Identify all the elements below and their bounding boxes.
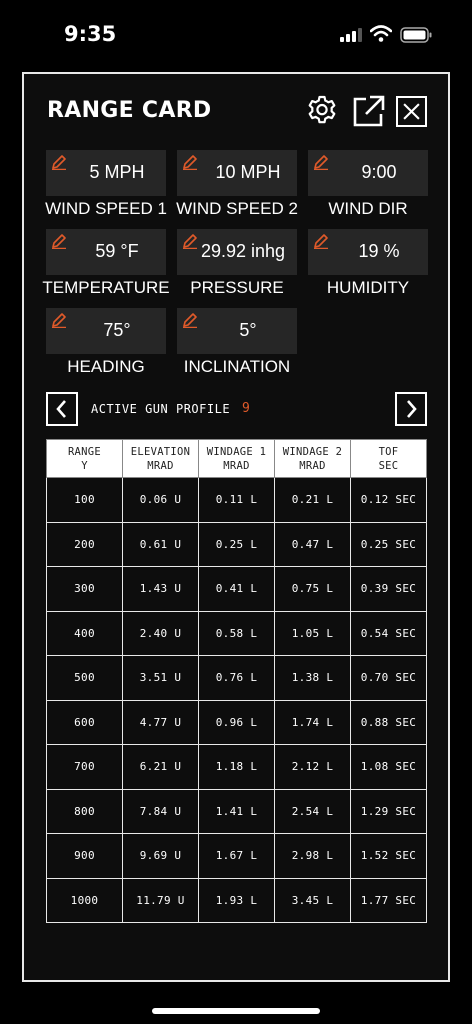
range-cell: 1000	[47, 878, 123, 923]
wind-speed-1-field[interactable]	[46, 150, 166, 196]
page-title: RANGE CARD	[47, 98, 212, 123]
windage-2-cell: 2.12 L	[275, 745, 351, 790]
header-title: RANGE	[67, 445, 102, 458]
signal-icon	[340, 28, 362, 42]
windage-1-cell: 0.58 L	[199, 611, 275, 656]
col-header-tof	[351, 440, 427, 478]
close-icon[interactable]	[396, 96, 427, 127]
table-row	[47, 522, 427, 567]
tof-cell: 0.70 SEC	[351, 656, 427, 701]
elevation-cell: 4.77 U	[123, 700, 199, 745]
pressure-field[interactable]	[177, 229, 297, 275]
tof-cell: 0.25 SEC	[351, 522, 427, 567]
temperature-field[interactable]	[46, 229, 166, 275]
chevron-left-icon	[48, 394, 76, 424]
col-header-range	[47, 440, 123, 478]
pencil-icon	[313, 233, 329, 249]
header-unit: MRAD	[147, 459, 174, 472]
pencil-icon	[51, 233, 67, 249]
wind-dir-value: 9:00	[361, 162, 397, 182]
col-header-windage-2	[275, 440, 351, 478]
tof-cell: 0.39 SEC	[351, 567, 427, 612]
range-cell: 200	[47, 522, 123, 567]
active-gun-profile-label: ACTIVE GUN PROFILE	[91, 402, 231, 416]
range-cell: 600	[47, 700, 123, 745]
windage-2-cell: 1.38 L	[275, 656, 351, 701]
header-title: TOF	[378, 445, 399, 458]
table-header-row	[47, 440, 427, 478]
elevation-cell: 11.79 U	[123, 878, 199, 923]
header-title: ELEVATION	[130, 445, 191, 458]
windage-2-cell: 0.47 L	[275, 522, 351, 567]
windage-1-cell: 0.11 L	[199, 478, 275, 523]
windage-1-cell: 0.41 L	[199, 567, 275, 612]
range-cell: 500	[47, 656, 123, 701]
wind-dir-field[interactable]	[308, 150, 428, 196]
active-gun-profile-number: 9	[242, 401, 250, 416]
wifi-icon	[370, 25, 392, 42]
humidity-field[interactable]	[308, 229, 428, 275]
elevation-cell: 0.61 U	[123, 522, 199, 567]
header-title: WINDAGE 1	[206, 445, 267, 458]
chevron-right-icon	[397, 394, 425, 424]
heading-field[interactable]	[46, 308, 166, 354]
range-cell: 800	[47, 789, 123, 834]
windage-1-cell: 0.96 L	[199, 700, 275, 745]
windage-2-cell: 1.05 L	[275, 611, 351, 656]
tof-cell: 1.77 SEC	[351, 878, 427, 923]
inclination-label: INCLINATION	[183, 357, 291, 376]
pressure-label: PRESSURE	[190, 278, 284, 297]
tof-cell: 0.54 SEC	[351, 611, 427, 656]
battery-icon	[400, 27, 432, 43]
elevation-cell: 9.69 U	[123, 834, 199, 879]
gear-icon[interactable]	[305, 94, 339, 128]
wind-dir-label: WIND DIR	[328, 199, 408, 218]
inclination-field[interactable]	[177, 308, 297, 354]
heading-label: HEADING	[67, 357, 145, 376]
windage-1-cell: 1.67 L	[199, 834, 275, 879]
windage-2-cell: 1.74 L	[275, 700, 351, 745]
tof-cell: 0.88 SEC	[351, 700, 427, 745]
table-body	[47, 478, 427, 923]
elevation-cell: 0.06 U	[123, 478, 199, 523]
temperature-label: TEMPERATURE	[42, 278, 170, 297]
header-unit: Y	[81, 459, 88, 472]
range-cell: 100	[47, 478, 123, 523]
windage-1-cell: 1.93 L	[199, 878, 275, 923]
col-header-windage-1	[199, 440, 275, 478]
table-row	[47, 478, 427, 523]
header-unit: MRAD	[299, 459, 326, 472]
pressure-value: 29.92 inhg	[200, 241, 286, 261]
pencil-icon	[51, 154, 67, 170]
table-row	[47, 700, 427, 745]
status-bar	[0, 0, 472, 60]
windage-1-cell: 0.25 L	[199, 522, 275, 567]
table-row	[47, 611, 427, 656]
windage-2-cell: 0.75 L	[275, 567, 351, 612]
range-card-panel	[22, 72, 450, 982]
heading-value: 75°	[103, 320, 131, 340]
windage-1-cell: 1.18 L	[199, 745, 275, 790]
table-row	[47, 834, 427, 879]
windage-2-cell: 0.21 L	[275, 478, 351, 523]
windage-1-cell: 1.41 L	[199, 789, 275, 834]
tof-cell: 1.52 SEC	[351, 834, 427, 879]
tof-cell: 1.29 SEC	[351, 789, 427, 834]
temperature-value: 59 °F	[95, 241, 139, 261]
wind-speed-2-label: WIND SPEED 2	[176, 199, 298, 218]
pencil-icon	[51, 312, 67, 328]
pencil-icon	[313, 154, 329, 170]
next-profile-button[interactable]	[395, 392, 427, 426]
table-row	[47, 878, 427, 923]
range-table	[46, 439, 427, 923]
tof-cell: 1.08 SEC	[351, 745, 427, 790]
windage-2-cell: 3.45 L	[275, 878, 351, 923]
pencil-icon	[182, 312, 198, 328]
share-icon[interactable]	[352, 94, 386, 128]
elevation-cell: 7.84 U	[123, 789, 199, 834]
wind-speed-1-label: WIND SPEED 1	[45, 199, 167, 218]
elevation-cell: 6.21 U	[123, 745, 199, 790]
table-row	[47, 656, 427, 701]
elevation-cell: 1.43 U	[123, 567, 199, 612]
windage-1-cell: 0.76 L	[199, 656, 275, 701]
table-row	[47, 745, 427, 790]
wind-speed-2-field[interactable]	[177, 150, 297, 196]
header-unit: SEC	[378, 459, 399, 472]
wind-speed-2-value: 10 MPH	[215, 162, 281, 182]
range-cell: 900	[47, 834, 123, 879]
windage-2-cell: 2.98 L	[275, 834, 351, 879]
pencil-icon	[182, 154, 198, 170]
home-indicator[interactable]	[152, 1008, 320, 1014]
tof-cell: 0.12 SEC	[351, 478, 427, 523]
col-header-elevation	[123, 440, 199, 478]
header-title: WINDAGE 2	[282, 445, 343, 458]
table-row	[47, 567, 427, 612]
inclination-value: 5°	[239, 320, 257, 340]
previous-profile-button[interactable]	[46, 392, 78, 426]
elevation-cell: 3.51 U	[123, 656, 199, 701]
humidity-value: 19 %	[358, 241, 400, 261]
elevation-cell: 2.40 U	[123, 611, 199, 656]
status-time: 9:35	[64, 22, 117, 46]
wind-speed-1-value: 5 MPH	[89, 162, 145, 182]
windage-2-cell: 2.54 L	[275, 789, 351, 834]
range-cell: 700	[47, 745, 123, 790]
range-cell: 400	[47, 611, 123, 656]
header-unit: MRAD	[223, 459, 250, 472]
humidity-label: HUMIDITY	[326, 278, 410, 297]
table-row	[47, 789, 427, 834]
range-cell: 300	[47, 567, 123, 612]
